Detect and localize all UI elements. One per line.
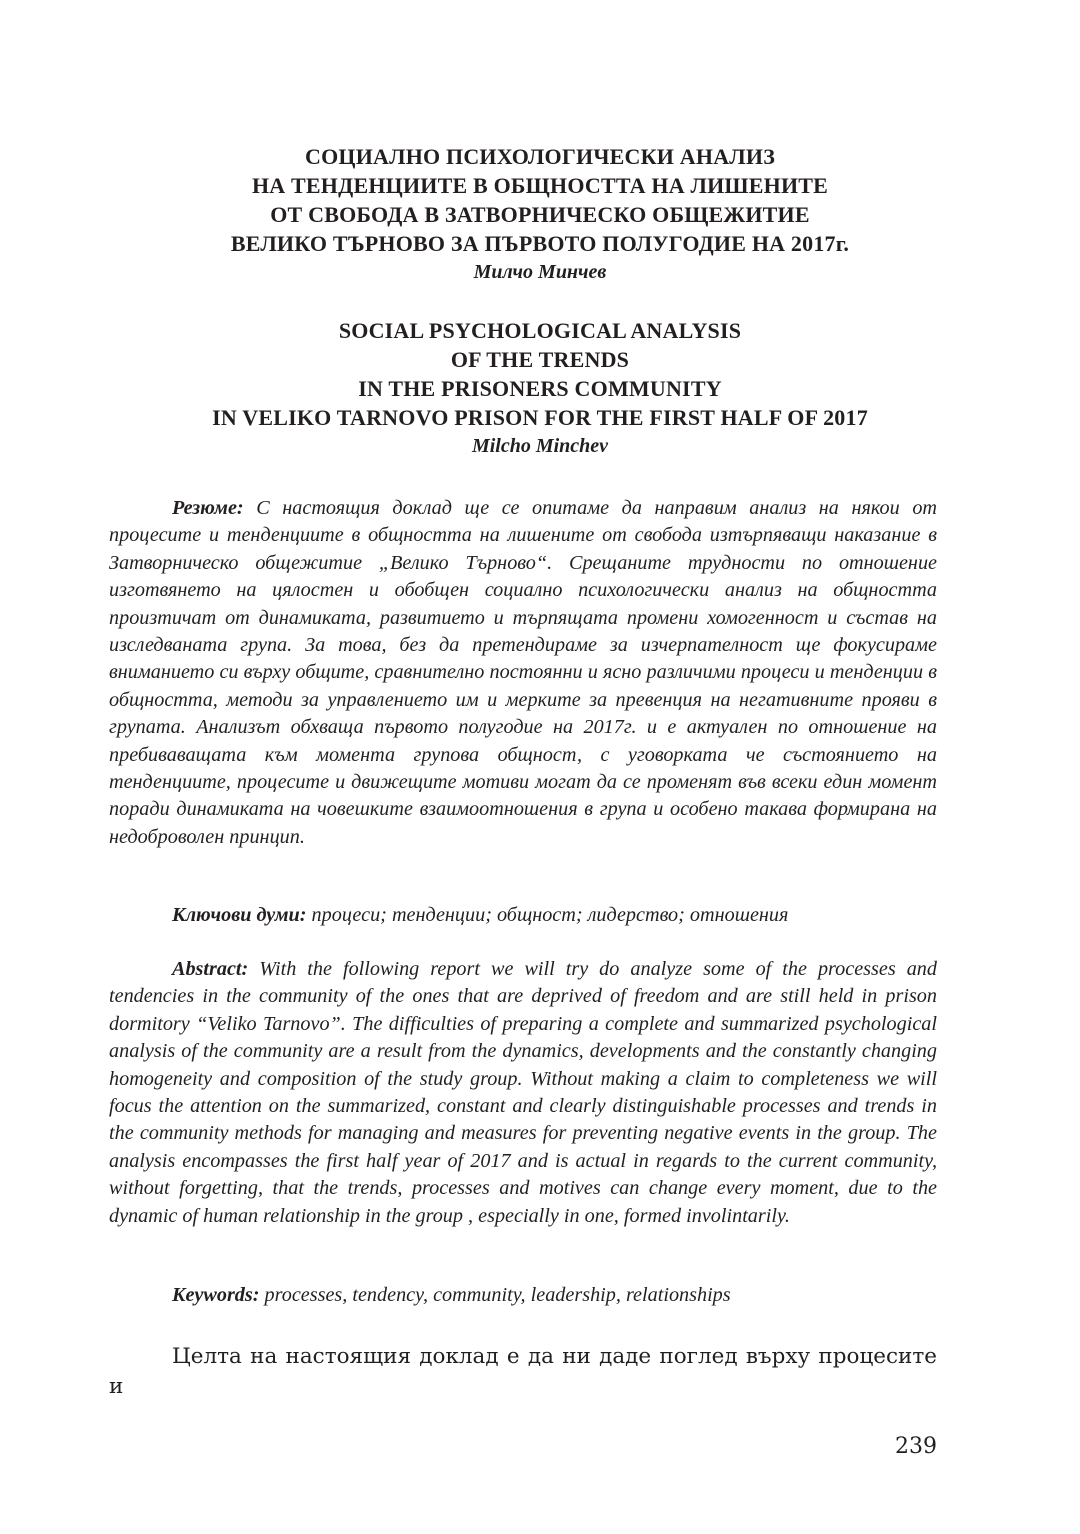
abstract-paragraph — [109, 956, 937, 1230]
title-en-line-1: SOCIAL PSYCHOLOGICAL ANALYSIS — [338, 318, 742, 343]
abstract-text: With the following report we will try do analyze some of the processes and tendencies in the community of the ones that are deprived of freedom and are still held in prison dormitory “Veliko Tarnovo”. The difficulties of preparing a complete and summarized psychological analysis of the community are a result from the dynamics, developments and the constantly changing homogeneity and composition of the study group. Without making a claim to completeness we will focus the attention on the summarized, constant and clearly distinguishable processes and trends in the community methods for managing and measures for preventing negative events in the group. The analysis encompasses the first half year of 2017 and is actual in regards to the current community, without forgetting, that the trends, processes and motives can change every moment, due to the dynamic of human relationship in the group , especially in one, formed involintarily. — [109, 958, 937, 1227]
title-bg-line-2: НА ТЕНДЕНЦИИТЕ В ОБЩНОСТТА НА ЛИШЕНИТЕ — [251, 173, 829, 198]
title-en-line-3: IN THE PRISONERS COMMUNITY — [358, 376, 722, 401]
resume-paragraph — [109, 495, 937, 851]
resume-label: Резюме: — [172, 497, 244, 519]
keywords-bg-label: Ключови думи: — [172, 904, 307, 926]
body-text-first-line: Целта на настоящия доклад е да ни даде поглед върху процесите и — [109, 1344, 937, 1399]
abstract-label: Abstract: — [172, 958, 249, 980]
title-bg-line-1: СОЦИАЛНО ПСИХОЛОГИЧЕСКИ АНАЛИЗ — [304, 144, 776, 169]
keywords-en-text: processes, tendency, community, leadership, relationships — [264, 1284, 731, 1306]
author-english: Milcho Minchev — [471, 435, 609, 457]
title-bulgarian — [110, 142, 970, 287]
resume-text: С настоящия доклад ще се опитаме да направим анализ на някои от процесите и тенденциите в общността на лишените от свобода изтърпяващи наказание в Затворническо общежитие „Велико Търново“. Срещаните трудности по отношение изготвянето на цялостен и обобщен социално психологически анализ на общността произтичат от динамиката, развитието и търпящата промени хомогенност и състав на изследваната група. За това, без да претендираме за изчерпателност ще фокусираме вниманието си върху общите, сравнително постоянни и ясно различими процеси и тенденции в общността, методи за управлението им и мерките за превенция на негативните прояви в групата. Анализът обхваща първото полугодие на 2017г. и е актуален по отношение на пребиваващата към момента групова общност, с уговорката че състоянието на тенденциите, процесите и движещите мотиви могат да се променят във всеки един момент поради динамиката на човешките взаимоотношения в група и особено такава формирана на недоброволен принцип. — [109, 497, 937, 848]
title-bg-line-3: ОТ СВОБОДА В ЗАТВОРНИЧЕСКО ОБЩЕЖИТИЕ — [270, 202, 810, 227]
author-bulgarian: Милчо Минчев — [473, 261, 607, 283]
title-english — [110, 316, 970, 461]
title-bg-line-4: ВЕЛИКО ТЪРНОВО ЗА ПЪРВОТО ПОЛУГОДИЕ НА 2017г. — [230, 231, 850, 256]
keywords-bg-text: процеси; тенденции; общност; лидерство; отношения — [311, 904, 789, 926]
title-en-line-4: IN VELIKO TARNOVO PRISON FOR THE FIRST HALF OF 2017 — [212, 405, 868, 430]
keywords-bulgarian — [109, 902, 937, 929]
title-en-line-2: OF THE TRENDS — [450, 347, 630, 372]
keywords-en-label: Keywords: — [172, 1284, 260, 1306]
keywords-english — [109, 1282, 937, 1309]
page-number: 239 — [895, 1434, 937, 1459]
